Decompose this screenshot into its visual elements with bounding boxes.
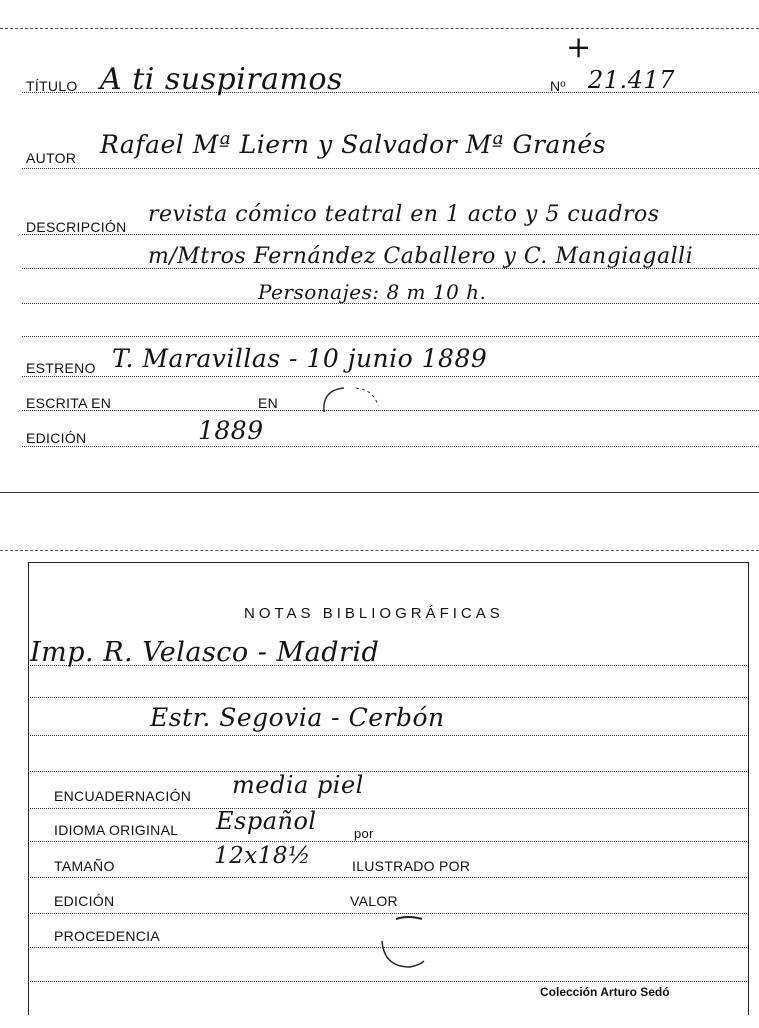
descripcion-line-1: revista cómico teatral en 1 acto y 5 cuadros: [148, 202, 660, 227]
rule-line: [28, 913, 747, 914]
rule-line: [28, 981, 747, 982]
rule-line: [28, 877, 747, 878]
rule-line: [28, 697, 747, 698]
card-bottom-edge: [0, 492, 759, 493]
idioma-value: Español: [216, 807, 317, 835]
rule-line: [28, 841, 747, 842]
rule-line: [22, 168, 759, 169]
numero-label: Nº: [550, 78, 566, 94]
catalog-card-notes: [0, 545, 759, 1028]
encuadernacion-value: media piel: [232, 771, 364, 799]
por-label: por: [354, 826, 374, 841]
autor-label: AUTOR: [26, 150, 77, 166]
rule-line: [22, 234, 759, 235]
rule-line: [22, 446, 759, 447]
rule-line: [22, 410, 759, 411]
edicion-label: EDICIÓN: [54, 893, 115, 909]
rule-line: [28, 947, 747, 948]
rule-line: [28, 735, 747, 736]
descripcion-label: DESCRIPCIÓN: [26, 219, 127, 235]
collection-credit: Colección Arturo Sedó: [540, 985, 670, 999]
notes-heading: NOTAS BIBLIOGRÁFICAS: [244, 605, 504, 622]
edicion-value: 1889: [198, 416, 264, 445]
tamano-value: 12x18½: [214, 843, 311, 869]
edicion-label: EDICIÓN: [26, 430, 87, 446]
rule-line: [22, 376, 759, 377]
note-line-1: Imp. R. Velasco - Madrid: [30, 637, 380, 668]
titulo-label: TÍTULO: [26, 78, 78, 94]
procedencia-label: PROCEDENCIA: [54, 928, 160, 944]
punch-mark: [310, 372, 390, 452]
estreno-value: T. Maravillas - 10 junio 1889: [112, 344, 488, 373]
encuadernacion-label: ENCUADERNACIÓN: [54, 788, 192, 804]
estreno-label: ESTRENO: [26, 360, 96, 376]
numero-value: 21.417: [588, 66, 675, 94]
catalog-card-main: [0, 0, 759, 495]
escrita-en-label: ESCRITA EN: [26, 395, 112, 411]
idioma-label: IDIOMA ORIGINAL: [54, 822, 179, 838]
ilustrado-label: ILUSTRADO POR: [352, 858, 471, 874]
rule-line: [28, 808, 747, 809]
tamano-label: TAMAÑO: [54, 858, 115, 874]
note-line-2: Estr. Segovia - Cerbón: [150, 703, 445, 732]
valor-label: VALOR: [350, 893, 398, 909]
titulo-value: A ti suspiramos: [100, 62, 343, 97]
autor-value: Rafael Mª Liern y Salvador Mª Granés: [100, 130, 607, 159]
descripcion-line-2: m/Mtros Fernández Caballero y C. Mangiagalli: [148, 244, 694, 269]
en-label: EN: [258, 395, 279, 411]
rule-line: [22, 336, 759, 337]
card-top-edge: [0, 550, 759, 551]
card-top-edge: [0, 28, 759, 29]
rule-line: [28, 771, 747, 772]
descripcion-line-3: Personajes: 8 m 10 h.: [258, 280, 487, 304]
cross-mark: +: [566, 30, 592, 65]
